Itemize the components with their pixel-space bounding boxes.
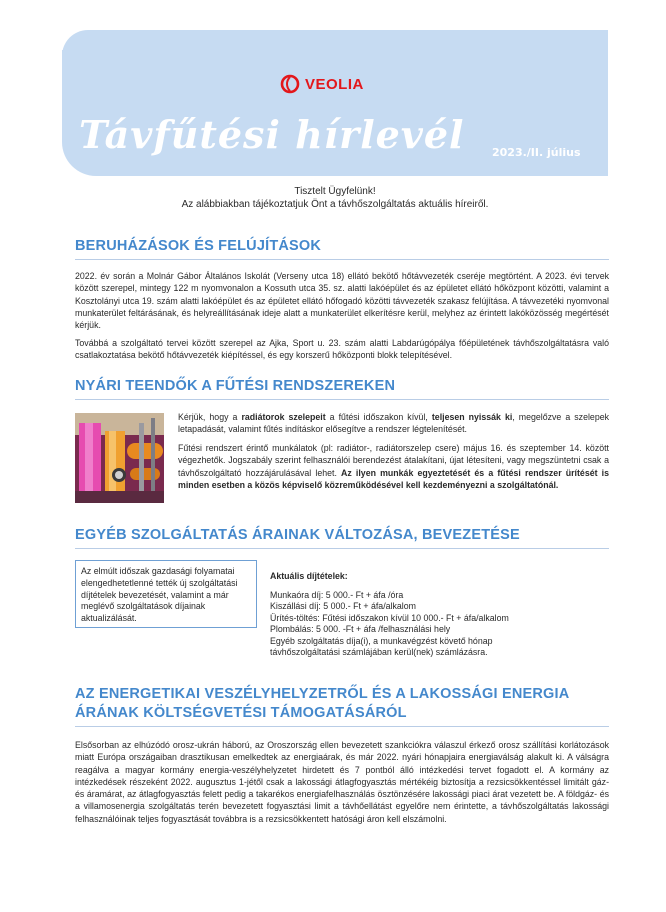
summer-p2-emphasis: Az ilyen munkák egyeztetését és a fűtési rendszer ürítését is minden esetben a közös képviselő közreműködésével kell kezdeményezni a szolgáltatónál. (178, 467, 609, 490)
section-divider (75, 259, 609, 260)
section-heading-investments: BERUHÁZÁSOK ÉS FELÚJÍTÁSOK (75, 238, 322, 254)
prices-intro-text: Az elmúlt időszak gazdasági folyamatai elengedhetetlenné tették új szolgáltatási díjtételek bevezetését, valamint a már meglévő szolgáltatások díjainak aktualizálását. (81, 566, 238, 624)
heating-pipes-photo (75, 413, 164, 503)
section-heading-energy-line1: AZ ENERGETIKAI VESZÉLYHELYZETRŐL ÉS A LAKOSSÁGI ENERGIA (75, 686, 570, 702)
price-item-other: Egyéb szolgáltatás díja(i), a munkavégzést követő hónap távhőszolgáltatási számlájában kerül(nek) számlázásra. (270, 635, 493, 657)
summer-p1-emphasis-valves: radiátorok szelepeit (241, 412, 326, 422)
section-heading-energy-line2: ÁRÁNAK KÖLTSÉGVETÉSI TÁMOGATÁSÁRÓL (75, 705, 407, 721)
section-divider (75, 548, 609, 549)
investments-paragraph-2: Továbbá a szolgáltató tervei között szerepel az Ajka, Sport u. 23. szám alatti Labdarúgópálya főépületének távhőszolgáltatásra való csatlakoztatása bekötő hőtávvezeték kiépítéssel, és egy korszerű hőközponti blokk telepítésével. (75, 338, 609, 361)
section-heading-prices: EGYÉB SZOLGÁLTATÁS ÁRAINAK VÁLTOZÁSA, BEVEZETÉSE (75, 527, 520, 543)
price-list-title: Aktuális díjtételek: (270, 571, 348, 581)
newsletter-title: Távfűtési hírlevél (79, 112, 465, 157)
greeting (62, 185, 608, 211)
greeting-salutation: Tisztelt Ügyfelünk! (294, 186, 376, 197)
price-item-drain-fill: Ürítés-töltés: Fűtési időszakon kívül 10 000.- Ft + áfa/alkalom (270, 612, 509, 623)
summer-p1-emphasis-open: teljesen nyissák ki (431, 412, 513, 422)
price-item-hourly: Munkaóra díj: 5 000.- Ft + áfa /óra (270, 589, 404, 600)
veolia-logo-icon (280, 74, 300, 94)
summer-p1-text: a fűtési időszakon kívül, (325, 412, 432, 422)
price-item-sealing: Plombálás: 5 000. -Ft + áfa /felhasználási hely (270, 624, 451, 634)
investments-paragraph-1: 2022. év során a Molnár Gábor Általános Iskolát (Verseny utca 18) ellátó bekötő hőtávvezeték cseréje megtörtént. A 2023. évi tervek között szerepel, mintegy 122 m nyomvonalon a Kossuth utca 35. sz. alatti lakóépület és az épületet ellátó hőközpont közötti, valamint a Kosztolányi utca 19. szám alatti lakóépület és az épületet ellátó hőfogadó közötti távvezeték szakasz felújítása. A távvezetéki nyomvonal munkaterület feltárásának, és helyreállításának ideje alatt a munkaterület elkerítésre kerül, melyhez az érintett lakóközösség megértését kérjük. (75, 271, 609, 331)
summer-p1-text: , megelőzve a szelepek letapadását, valamint fűtés indításkor elősegítve a rendszer légtelenítését. (178, 412, 609, 435)
price-item-callout: Kiszállási díj: 5 000.- Ft + áfa/alkalom (270, 601, 416, 611)
veolia-logo (280, 74, 364, 94)
summer-p1-text: Kérjük, hogy a (178, 412, 242, 422)
greeting-intro: Az alábbiakban tájékoztatjuk Önt a távhőszolgáltatás aktuális híreiről. (181, 199, 489, 210)
issue-date: 2023./II. július (492, 146, 581, 159)
energy-paragraph: Elsősorban az elhúzódó orosz-ukrán háború, az Oroszország ellen bevezetett szankciókra válaszul érkező orosz szállítási korlátozások miatt Európa országaiban drasztikusan emelkedtek az energiaárak, és már 2022. nyári hónapjaira energiaválság alakult ki. A válságra reagálva a magyar kormány energia-veszélyhelyzetet hirdetett és 7 pontból álló intézkedési tervet fogadott el. A kormány az intézkedések részeként 2022. augusztus 1-jétől csak a lakossági átlagfogyasztás mértékéig biztosítja a rezsicsökkentéssel limitált gáz- és áramárat, az átlagfogyasztás felett pedig a takarékos energiafelhasználás ösztönzésére lakossági piaci árat vezetett be. A földgáz- és a villamosenergia szolgáltatás terén bevezetett fogyasztási limit a távhőellátást egyelőre nem érintette, a távhőszolgáltatás lakossági felhasználóinak teljes fogyasztását továbbra is a rezsicsökkentett hatósági áron kell elszámolni. (75, 740, 609, 824)
section-heading-summer: NYÁRI TEENDŐK A FŰTÉSI RENDSZEREKEN (75, 378, 396, 394)
summer-paragraph-1 (178, 411, 609, 436)
brand-name: VEOLIA (305, 75, 364, 93)
summer-p2-text: Fűtési rendszert érintő munkálatok (pl: radiátor-, radiátorszelep csere) május 16. és szeptember 14. között végezhetők. Jogszabály szerint felhasználói berendezést átalakítani, újat létesíteni, vagy megszüntetni csak a távhőszolgáltató hozzájárulásával lehet. (178, 443, 609, 478)
summer-paragraph-2 (178, 442, 609, 491)
price-list (270, 571, 540, 659)
section-divider (75, 726, 609, 727)
section-divider (75, 399, 609, 400)
